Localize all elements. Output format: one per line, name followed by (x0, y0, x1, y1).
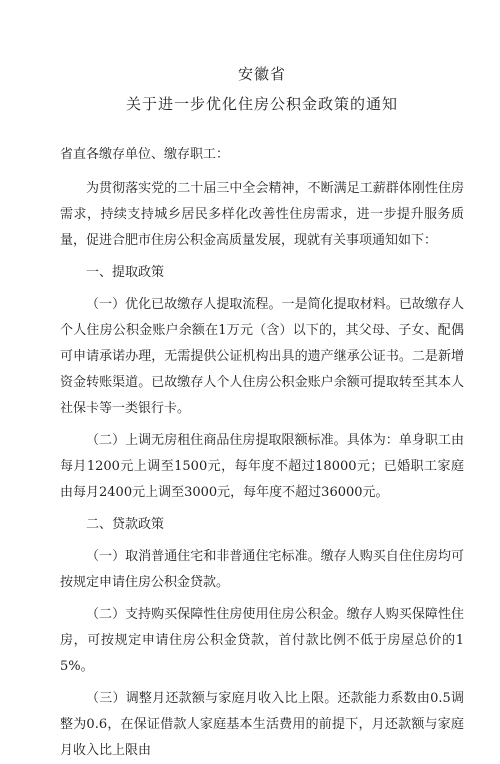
loan-item-3: （三）调整月还款额与家庭月收入比上限。还款能力系数由0.5调整为0.6，在保证借款人家庭基本生活费用的前提下，月还款额与家庭月收入比上限由 (60, 691, 464, 758)
salutation: 省直各缴存单位、缴存职工： (60, 147, 230, 162)
document-title-province: 安徽省 (237, 65, 286, 83)
intro-paragraph: 为贯彻落实党的二十届三中全会精神，不断满足工薪群体刚性住房需求，持续支持城乡居民多样化改善性住房需求，进一步提升服务质量，促进合肥市住房公积金高质量发展，现就有关事项通知如下： (60, 181, 464, 248)
loan-item-1: （一）取消普通住宅和非普通住宅标准。缴存人购买自住住房均可按规定申请住房公积金贷款。 (60, 549, 464, 590)
section-heading-loan: 二、贷款政策 (86, 517, 165, 532)
document-title: 关于进一步优化住房公积金政策的通知 (125, 95, 398, 113)
loan-item-2: （二）支持购买保障性住房使用住房公积金。缴存人购买保障性住房，可按规定申请住房公积金贷款，首付款比例不低于房屋总价的15%。 (60, 607, 464, 674)
section-heading-withdrawal: 一、提取政策 (86, 265, 165, 280)
withdrawal-item-2: （二）上调无房租住商品住房提取限额标准。具体为：单身职工由每月1200元上调至1500元，每年度不超过18000元；已婚职工家庭由每月2400元上调至3000元，每年度不超过36000元。 (60, 433, 464, 500)
withdrawal-item-1: （一）优化已故缴存人提取流程。一是简化提取材料。已故缴存人个人住房公积金账户余额在1万元（含）以下的，其父母、子女、配偶可申请承诺办理，无需提供公证机构出具的遗产继承公证书。二是新增资金转账渠道。已故缴存人个人住房公积金账户余额可提取转至其本人社保卡等一类银行卡。 (60, 297, 464, 416)
